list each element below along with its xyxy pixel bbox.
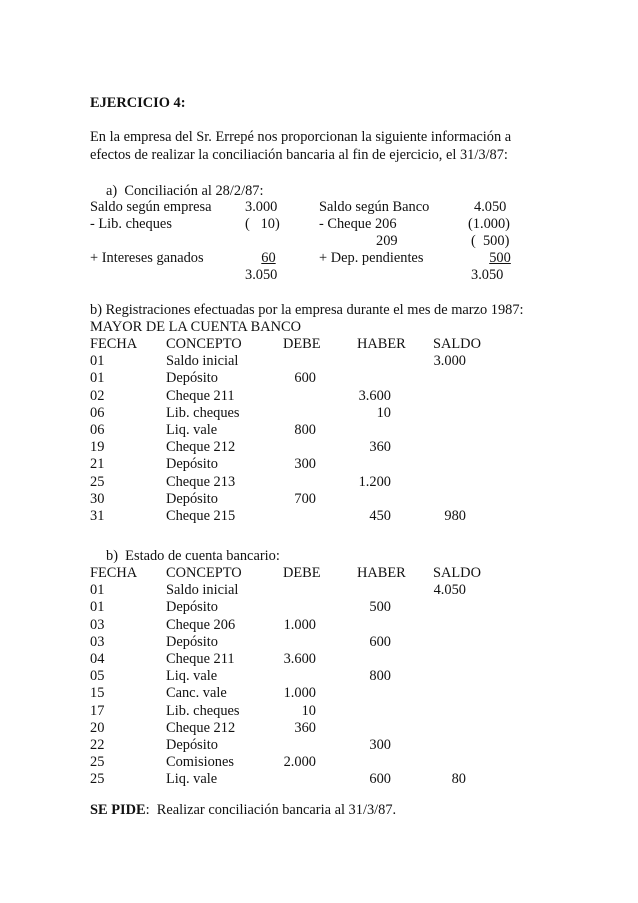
- table-cell: 05: [90, 668, 105, 685]
- table-cell: Lib. cheques: [166, 404, 240, 421]
- table-cell: 31: [90, 508, 105, 524]
- table-cell: 20: [90, 719, 105, 736]
- table-cell: 04: [90, 651, 105, 667]
- column-header: CONCEPTO: [166, 565, 242, 581]
- table-cell: Liq. vale: [166, 668, 218, 685]
- column-header: SALDO: [433, 336, 481, 352]
- reconciliation-label: - Lib. cheques: [90, 216, 172, 232]
- table-cell: 3.000: [433, 353, 466, 370]
- table-cell: 360: [369, 439, 391, 456]
- table-cell: 3.600: [283, 651, 316, 667]
- table-cell: Canc. vale: [166, 685, 227, 702]
- column-header: FECHA: [90, 565, 138, 581]
- column-header: SALDO: [433, 565, 481, 581]
- table-cell: 600: [369, 771, 391, 788]
- table-cell: 2.000: [283, 754, 316, 771]
- table-cell: Depósito: [166, 490, 218, 507]
- reconciliation-value: (1.000): [468, 216, 510, 232]
- reconciliation-value: 500: [489, 250, 511, 266]
- table-cell: Depósito: [166, 456, 218, 473]
- table-cell: 800: [294, 422, 316, 438]
- exercise-title: EJERCICIO 4:: [90, 95, 186, 111]
- table-cell: 450: [369, 508, 391, 524]
- se-pide-line: [90, 802, 396, 819]
- table-cell: 19: [90, 439, 105, 456]
- table-cell: 03: [90, 616, 105, 633]
- table-cell: Cheque 215: [166, 508, 236, 524]
- section-b1-subheading: MAYOR DE LA CUENTA BANCO: [90, 319, 301, 335]
- table-cell: 10: [301, 702, 316, 719]
- column-header: DEBE: [283, 336, 321, 352]
- table-cell: Cheque 213: [166, 473, 236, 490]
- table-cell: 500: [369, 599, 391, 616]
- reconciliation-value: 60: [261, 250, 276, 266]
- table-cell: Cheque 211: [166, 651, 235, 667]
- column-header: HABER: [357, 565, 406, 581]
- table-cell: Lib. cheques: [166, 702, 240, 719]
- table-cell: 15: [90, 685, 105, 702]
- table-cell: 30: [90, 490, 105, 507]
- table-cell: Cheque 211: [166, 387, 235, 404]
- table-cell: 25: [90, 473, 105, 490]
- reconciliation-value: ( 10): [245, 216, 280, 232]
- table-cell: 3.600: [358, 387, 391, 404]
- intro-line-1: En la empresa del Sr. Errepé nos proporcionan la siguiente información a: [90, 129, 512, 145]
- section-b2-heading: b) Estado de cuenta bancario:: [106, 548, 280, 564]
- table-cell: 360: [294, 719, 316, 736]
- reconciliation-label: + Dep. pendientes: [319, 250, 424, 266]
- section-b1-heading: b) Registraciones efectuadas por la empresa durante el mes de marzo 1987:: [90, 302, 524, 318]
- se-pide-text: : Realizar conciliación bancaria al 31/3/87.: [145, 802, 397, 818]
- table-cell: Depósito: [166, 370, 218, 387]
- table-cell: 22: [90, 737, 105, 753]
- table-cell: Cheque 206: [166, 616, 236, 633]
- se-pide-label: SE PIDE: [90, 802, 146, 818]
- table-cell: 1.200: [358, 473, 391, 490]
- table-cell: 17: [90, 702, 105, 719]
- reconciliation-label: Saldo según empresa: [90, 199, 212, 215]
- table-cell: 600: [294, 370, 316, 387]
- table-cell: 25: [90, 754, 105, 771]
- table-cell: Depósito: [166, 599, 218, 616]
- table-cell: Cheque 212: [166, 719, 236, 736]
- table-cell: 300: [369, 737, 391, 753]
- column-header: HABER: [357, 336, 406, 352]
- table-cell: 03: [90, 633, 105, 650]
- table-cell: Saldo inicial: [166, 353, 239, 370]
- reconciliation-total: 3.050: [245, 267, 278, 283]
- table-cell: Cheque 212: [166, 439, 236, 456]
- table-cell: 4.050: [433, 582, 466, 599]
- table-cell: 25: [90, 771, 105, 788]
- table-cell: 01: [90, 599, 105, 616]
- table-cell: 980: [444, 508, 466, 524]
- table-cell: 10: [376, 404, 391, 421]
- table-cell: 02: [90, 387, 105, 404]
- table-cell: 01: [90, 353, 105, 370]
- table-cell: 600: [369, 633, 391, 650]
- table-cell: 700: [294, 490, 316, 507]
- reconciliation-label: Saldo según Banco: [319, 199, 430, 215]
- table-cell: 06: [90, 422, 105, 438]
- table-cell: 01: [90, 582, 105, 599]
- table-cell: Comisiones: [166, 754, 234, 771]
- table-cell: Liq. vale: [166, 771, 218, 788]
- table-cell: 06: [90, 404, 105, 421]
- table-cell: Saldo inicial: [166, 582, 239, 599]
- reconciliation-value: 3.000: [245, 199, 278, 215]
- table-cell: 1.000: [283, 685, 316, 702]
- reconciliation-label: + Intereses ganados: [90, 250, 204, 266]
- column-header: CONCEPTO: [166, 336, 242, 352]
- table-cell: Depósito: [166, 737, 218, 753]
- column-header: FECHA: [90, 336, 138, 352]
- table-cell: 300: [294, 456, 316, 473]
- reconciliation-value: ( 500): [471, 233, 510, 249]
- reconciliation-label: 209: [376, 233, 398, 249]
- table-cell: Depósito: [166, 633, 218, 650]
- reconciliation-total: 3.050: [471, 267, 504, 283]
- reconciliation-value: 4.050: [474, 199, 507, 215]
- section-a-heading: a) Conciliación al 28/2/87:: [106, 183, 264, 199]
- table-cell: 01: [90, 370, 105, 387]
- table-cell: 80: [451, 771, 466, 788]
- intro-line-2: efectos de realizar la conciliación bancaria al fin de ejercicio, el 31/3/87:: [90, 147, 508, 163]
- table-cell: 1.000: [283, 616, 316, 633]
- table-cell: 800: [369, 668, 391, 685]
- table-cell: Liq. vale: [166, 422, 218, 438]
- reconciliation-label: - Cheque 206: [319, 216, 397, 232]
- column-header: DEBE: [283, 565, 321, 581]
- table-cell: 21: [90, 456, 105, 473]
